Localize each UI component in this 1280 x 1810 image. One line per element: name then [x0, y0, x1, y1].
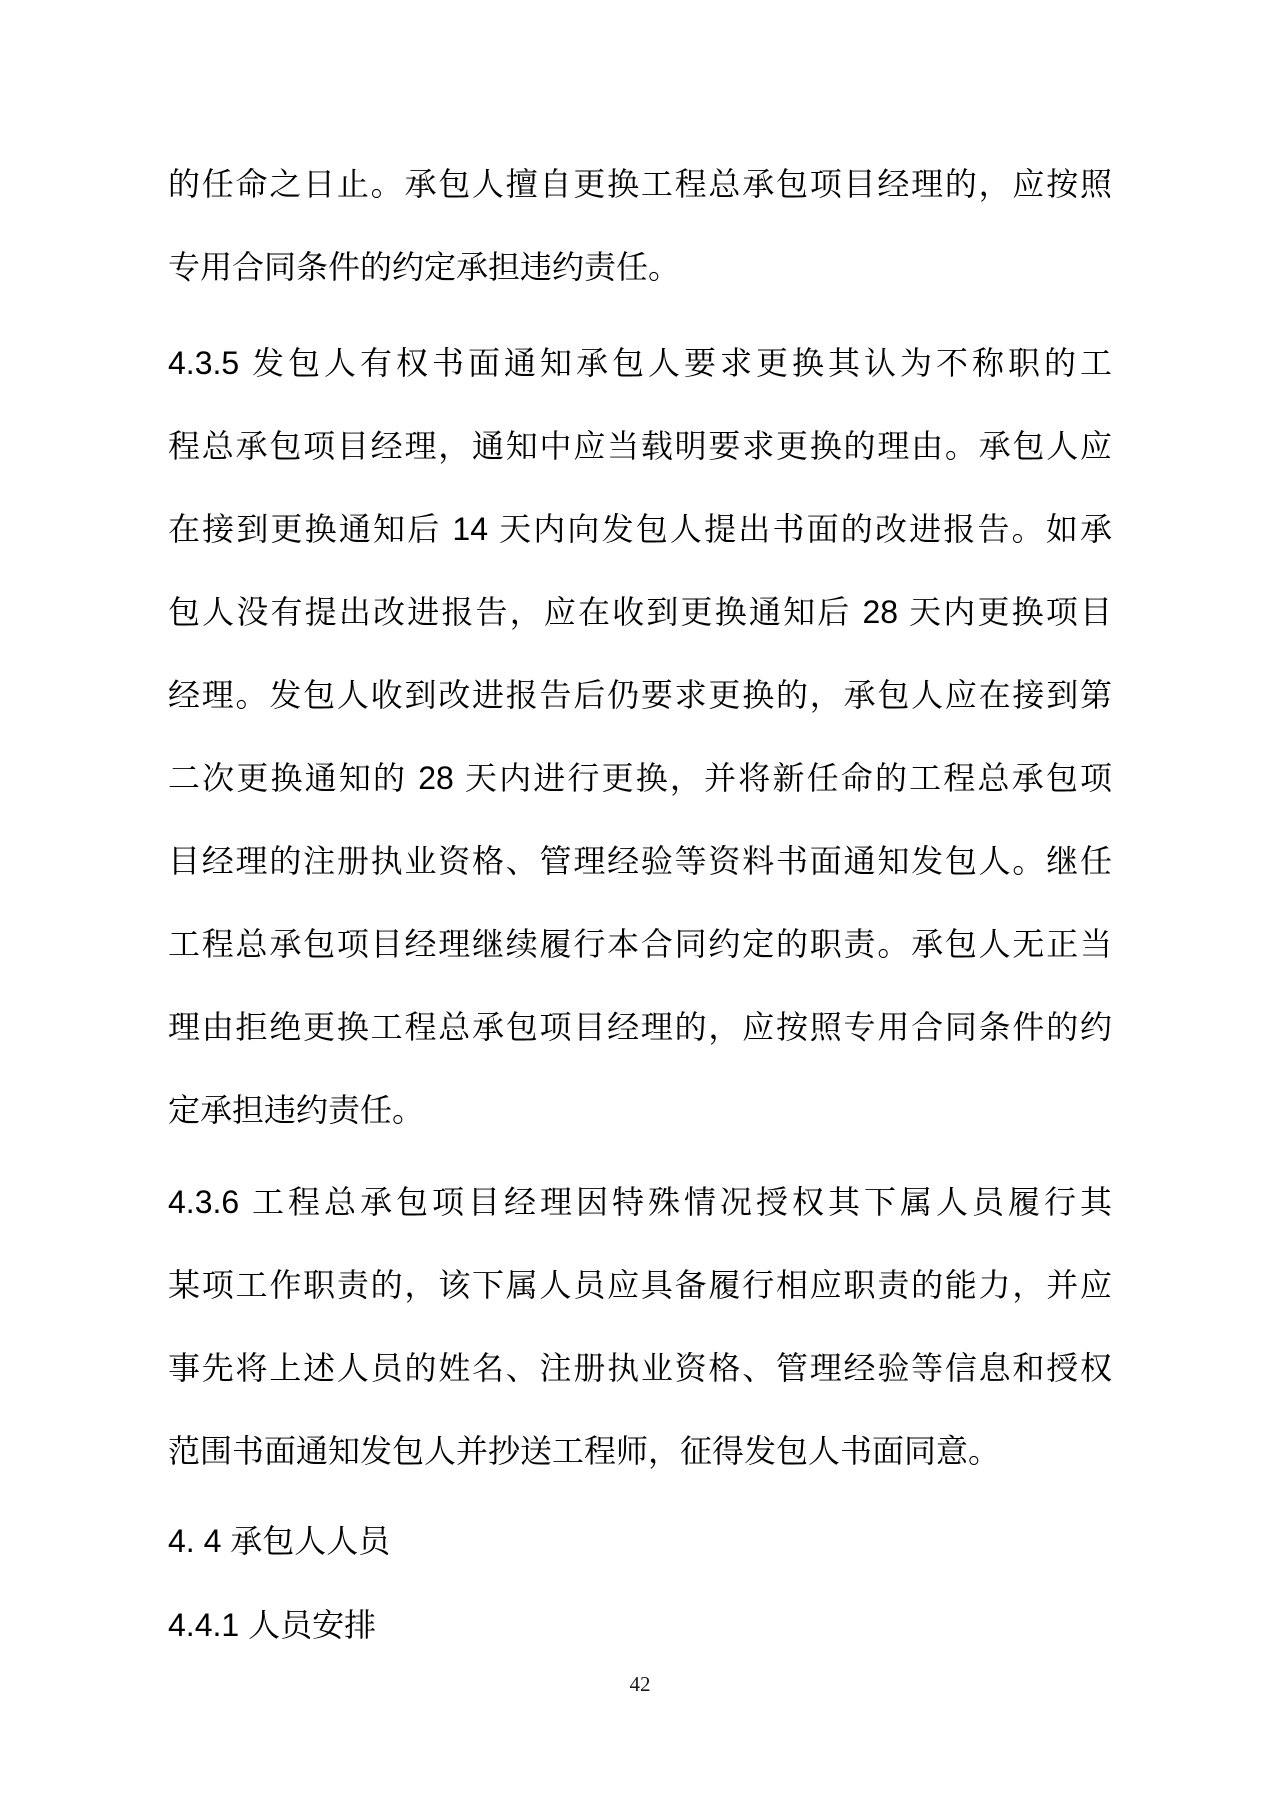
- heading-4-4: [168, 1500, 1112, 1583]
- text-line: 包人没有提出改进报告，应在收到更换通知后 28 天内更换项目: [168, 594, 1112, 630]
- clause-4-3-5: [168, 322, 1112, 1152]
- text-line: 在接到更换通知后 14 天内向发包人提出书面的改进报告。如承: [168, 511, 1112, 547]
- text-line: 范围书面通知发包人并抄送工程师，征得发包人书面同意。: [168, 1433, 1001, 1469]
- text-line: 事先将上述人员的姓名、注册执业资格、管理经验等信息和授权: [168, 1350, 1112, 1386]
- text-line: 经理。发包人收到改进报告后仍要求更换的，承包人应在接到第: [168, 677, 1112, 713]
- text-line: 定承担违约责任。: [168, 1092, 425, 1128]
- heading-line: 4.4.1 人员安排: [168, 1607, 377, 1643]
- text-line: 程总承包项目经理，通知中应当载明要求更换的理由。承包人应: [168, 428, 1112, 464]
- text-line: 的任命之日止。承包人擅自更换工程总承包项目经理的，应按照: [168, 166, 1112, 202]
- text-line: 二次更换通知的 28 天内进行更换，并将新任命的工程总承包项: [168, 760, 1112, 796]
- page-number: 42: [629, 1672, 651, 1696]
- text-line: 4.3.6 工程总承包项目经理因特殊情况授权其下属人员履行其: [168, 1184, 1112, 1220]
- clause-4-3-6: [168, 1161, 1112, 1493]
- paragraph-continuation: [168, 143, 1112, 309]
- document-body: [168, 143, 1112, 1667]
- text-line: 某项工作职责的，该下属人员应具备履行相应职责的能力，并应: [168, 1267, 1112, 1303]
- text-line: 4.3.5 发包人有权书面通知承包人要求更换其认为不称职的工: [168, 345, 1112, 381]
- heading-line: 4. 4 承包人人员: [168, 1523, 391, 1559]
- text-line: 工程总承包项目经理继续履行本合同约定的职责。承包人无正当: [168, 926, 1112, 962]
- heading-4-4-1: [168, 1584, 1112, 1667]
- text-line: 理由拒绝更换工程总承包项目经理的，应按照专用合同条件的约: [168, 1009, 1112, 1045]
- text-line: 专用合同条件的约定承担违约责任。: [168, 249, 681, 285]
- text-line: 目经理的注册执业资格、管理经验等资料书面通知发包人。继任: [168, 843, 1112, 879]
